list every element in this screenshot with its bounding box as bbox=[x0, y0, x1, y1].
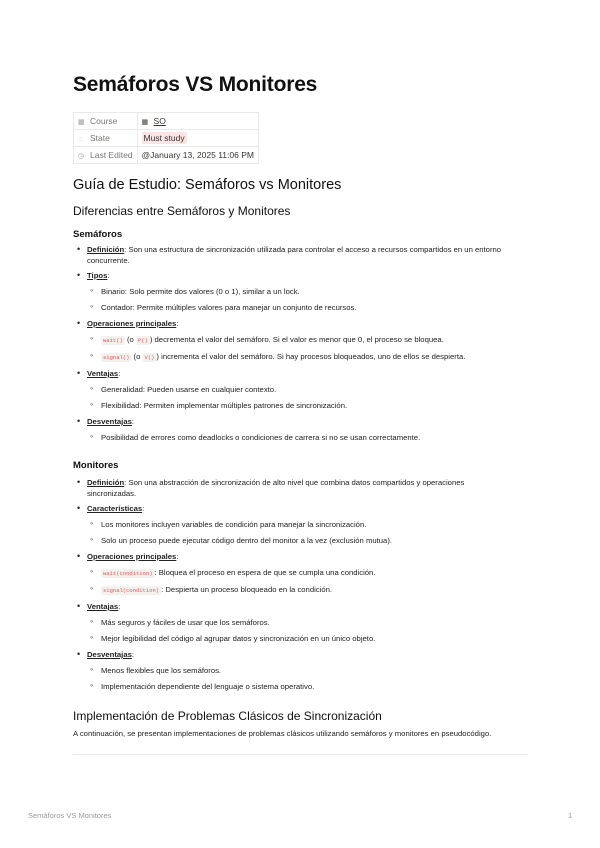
property-row-state bbox=[74, 130, 259, 147]
page-icon: ▦ bbox=[141, 119, 149, 126]
sub-list-item: ◦ Mejor legibilidad del código al agrupar datos y sincronización en un único objeto. bbox=[87, 633, 513, 644]
list-item: • Ventajas: ◦ Más seguros y fáciles de usar que los semáforos. ◦ Mejor legibilidad del código al agrupar datos y sincronización en un único objeto. bbox=[73, 601, 513, 644]
state-tag: Must study bbox=[143, 133, 185, 143]
list-item: • Desventajas: ◦ Posibilidad de errores como deadlocks o condiciones de carrera si no se usan correctamente. bbox=[73, 416, 513, 443]
property-key-state: ◌ State bbox=[74, 130, 138, 147]
heading-semaforos: Semáforos bbox=[73, 229, 123, 240]
code-wait: wait() bbox=[103, 337, 123, 344]
property-row-course bbox=[74, 113, 259, 130]
list-item: • Operaciones principales: ◦ wait(condition) : Bloquea el proceso en espera de que se cumpla una condición. ◦ signal(condition) : Despierta un proceso bloqueado en la condición. bbox=[73, 551, 513, 596]
clock-icon: ◷ bbox=[78, 153, 85, 160]
course-link[interactable]: SO bbox=[153, 116, 166, 126]
footer-title: Semáforos VS Monitores bbox=[28, 811, 112, 820]
sub-list-item: ◦ Posibilidad de errores como deadlocks o condiciones de carrera si no se usan correctamente. bbox=[87, 432, 513, 443]
list-item: • Definición: Son una abstracción de sincronización de alto nivel que combina datos compartidos y operaciones sincronizadas. bbox=[73, 477, 513, 499]
list-item: • Características: ◦ Los monitores incluyen variables de condición para manejar la sincronización. ◦ Solo un proceso puede ejecutar código dentro del monitor a la vez (exclusión mutua). bbox=[73, 503, 513, 546]
page-title: Semáforos VS Monitores bbox=[73, 73, 318, 96]
sub-list-item: ◦ wait() (o P() ) decrementa el valor del semáforo. Si el valor es menor que 0, el proceso se bloquea. bbox=[87, 334, 513, 346]
sub-list-item: ◦ Más seguros y fáciles de usar que los semáforos. bbox=[87, 617, 513, 628]
sub-list-item: ◦ Binario: Solo permite dos valores (0 o 1), similar a un lock. bbox=[87, 286, 513, 297]
list-item: • Tipos: ◦ Binario: Solo permite dos valores (0 o 1), similar a un lock. ◦ Contador: Permite múltiples valores para manejar un conjunto de recursos. bbox=[73, 270, 513, 313]
heading-differences: Diferencias entre Semáforos y Monitores bbox=[73, 204, 291, 218]
code-signal: signal() bbox=[103, 354, 130, 361]
monitores-list bbox=[73, 477, 513, 697]
divider bbox=[73, 754, 528, 755]
code-wait-condition: wait(condition) bbox=[103, 570, 153, 577]
code-signal-condition: signal(condition) bbox=[103, 587, 160, 594]
sub-list-item: ◦ Contador: Permite múltiples valores para manejar un conjunto de recursos. bbox=[87, 302, 513, 313]
sub-list-item: ◦ signal(condition) : Despierta un proceso bloqueado en la condición. bbox=[87, 584, 513, 596]
property-row-last-edited bbox=[74, 147, 259, 164]
heading-study-guide: Guía de Estudio: Semáforos vs Monitores bbox=[73, 177, 342, 193]
heading-implementation: Implementación de Problemas Clásicos de Sincronización bbox=[73, 709, 382, 723]
property-value-last-edited: @January 13, 2025 11:06 PM bbox=[137, 147, 258, 164]
heading-monitores: Monitores bbox=[73, 460, 119, 471]
state-icon: ◌ bbox=[78, 136, 83, 143]
sub-list-item: ◦ Generalidad: Pueden usarse en cualquier contexto. bbox=[87, 384, 513, 395]
sub-list-item: ◦ Menos flexibles que los semáforos. bbox=[87, 665, 513, 676]
page-number: 1 bbox=[568, 811, 573, 820]
list-item: • Desventajas: ◦ Menos flexibles que los semáforos. ◦ Implementación dependiente del lenguaje o sistema operativo. bbox=[73, 649, 513, 692]
sub-list-item: ◦ Solo un proceso puede ejecutar código dentro del monitor a la vez (exclusión mutua). bbox=[87, 535, 513, 546]
property-value-course[interactable] bbox=[137, 113, 258, 130]
sub-list-item: ◦ signal() (o V() ) incrementa el valor del semáforo. Si hay procesos bloqueados, uno de ellos se despierta. bbox=[87, 351, 513, 363]
code-p: P() bbox=[137, 337, 148, 344]
intro-paragraph: A continuación, se presentan implementaciones de problemas clásicos utilizando semáforos y monitores en pseudocódigo. bbox=[73, 729, 492, 738]
property-key-last-edited: ◷ Last Edited bbox=[74, 147, 138, 164]
list-item: • Ventajas: ◦ Generalidad: Pueden usarse en cualquier contexto. ◦ Flexibilidad: Permiten implementar múltiples patrones de sincronización. bbox=[73, 368, 513, 411]
list-icon: ▦ bbox=[78, 119, 85, 126]
code-v: V() bbox=[144, 354, 155, 361]
list-item: • Definición: Son una estructura de sincronización utilizada para controlar el acceso a recursos compartidos en un entorno concurrente. bbox=[73, 244, 513, 266]
semaforos-list bbox=[73, 244, 513, 448]
property-value-state[interactable] bbox=[137, 130, 258, 147]
sub-list-item: ◦ Implementación dependiente del lenguaje o sistema operativo. bbox=[87, 681, 513, 692]
sub-list-item: ◦ wait(condition) : Bloquea el proceso en espera de que se cumpla una condición. bbox=[87, 567, 513, 579]
sub-list-item: ◦ Los monitores incluyen variables de condición para manejar la sincronización. bbox=[87, 519, 513, 530]
property-key-course: ▦ Course bbox=[74, 113, 138, 130]
list-item: • Operaciones principales: ◦ wait() (o P() ) decrementa el valor del semáforo. Si el valor es menor que 0, el proceso se bloquea. ◦ signal() (o V() ) incrementa el valor del semáforo. Si hay procesos bloqueados, uno de ellos se despierta. bbox=[73, 318, 513, 363]
sub-list-item: ◦ Flexibilidad: Permiten implementar múltiples patrones de sincronización. bbox=[87, 400, 513, 411]
properties-table bbox=[73, 112, 259, 164]
